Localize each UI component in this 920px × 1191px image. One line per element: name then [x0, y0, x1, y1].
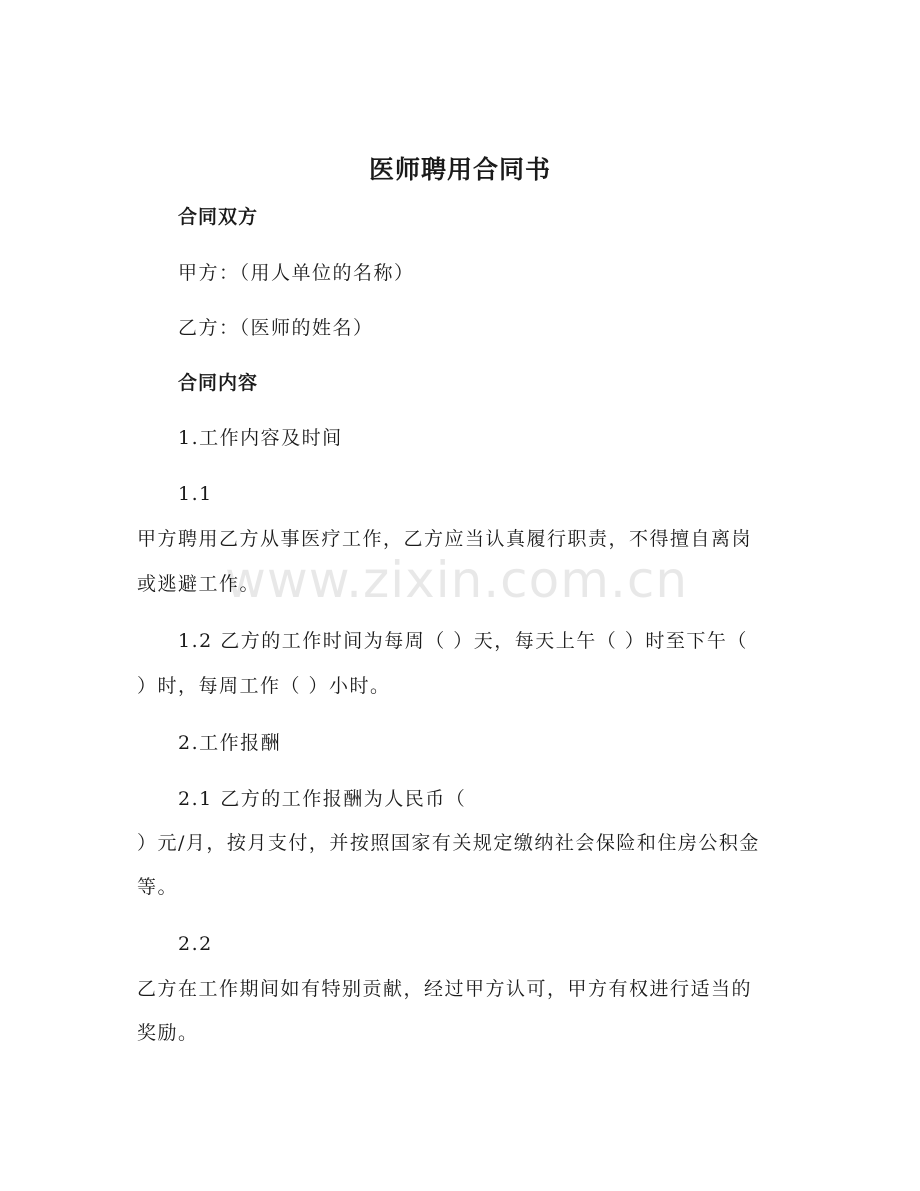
- clause-1-1-text-line-2: 或逃避工作。: [137, 573, 261, 595]
- clause-2-2-number: 2.2: [178, 933, 213, 955]
- parties-heading: 合同双方: [178, 206, 259, 228]
- clause-1-1-number: 1.1: [178, 483, 213, 505]
- section-2-heading: 2.工作报酬: [178, 732, 282, 754]
- content-heading: 合同内容: [178, 372, 259, 394]
- watermark: www.zixin.com.cn: [225, 551, 689, 609]
- clause-1-2-line-2: ）时，每周工作（ ）小时。: [137, 675, 391, 697]
- section-1-heading: 1.工作内容及时间: [178, 427, 343, 449]
- clause-2-1-line-3: 等。: [137, 876, 179, 898]
- clause-2-1-line-1: 2.1 乙方的工作报酬为人民币（: [178, 788, 467, 810]
- party-a-line: 甲方：（用人单位的名称）: [178, 262, 415, 284]
- clause-1-2-line-1: 1.2 乙方的工作时间为每周（ ）天，每天上午（ ）时至下午（: [178, 630, 748, 652]
- clause-2-2-text-line-1: 乙方在工作期间如有特别贡献，经过甲方认可，甲方有权进行适当的: [137, 978, 753, 1000]
- clause-2-1-line-2: ）元/月，按月支付，并按照国家有关规定缴纳社会保险和住房公积金: [137, 832, 760, 854]
- document-title: 医师聘用合同书: [368, 155, 551, 184]
- clause-2-2-text-line-2: 奖励。: [137, 1022, 199, 1044]
- clause-1-1-text-line-1: 甲方聘用乙方从事医疗工作，乙方应当认真履行职责，不得擅自离岗: [137, 528, 753, 550]
- party-b-line: 乙方：（医师的姓名）: [178, 317, 374, 339]
